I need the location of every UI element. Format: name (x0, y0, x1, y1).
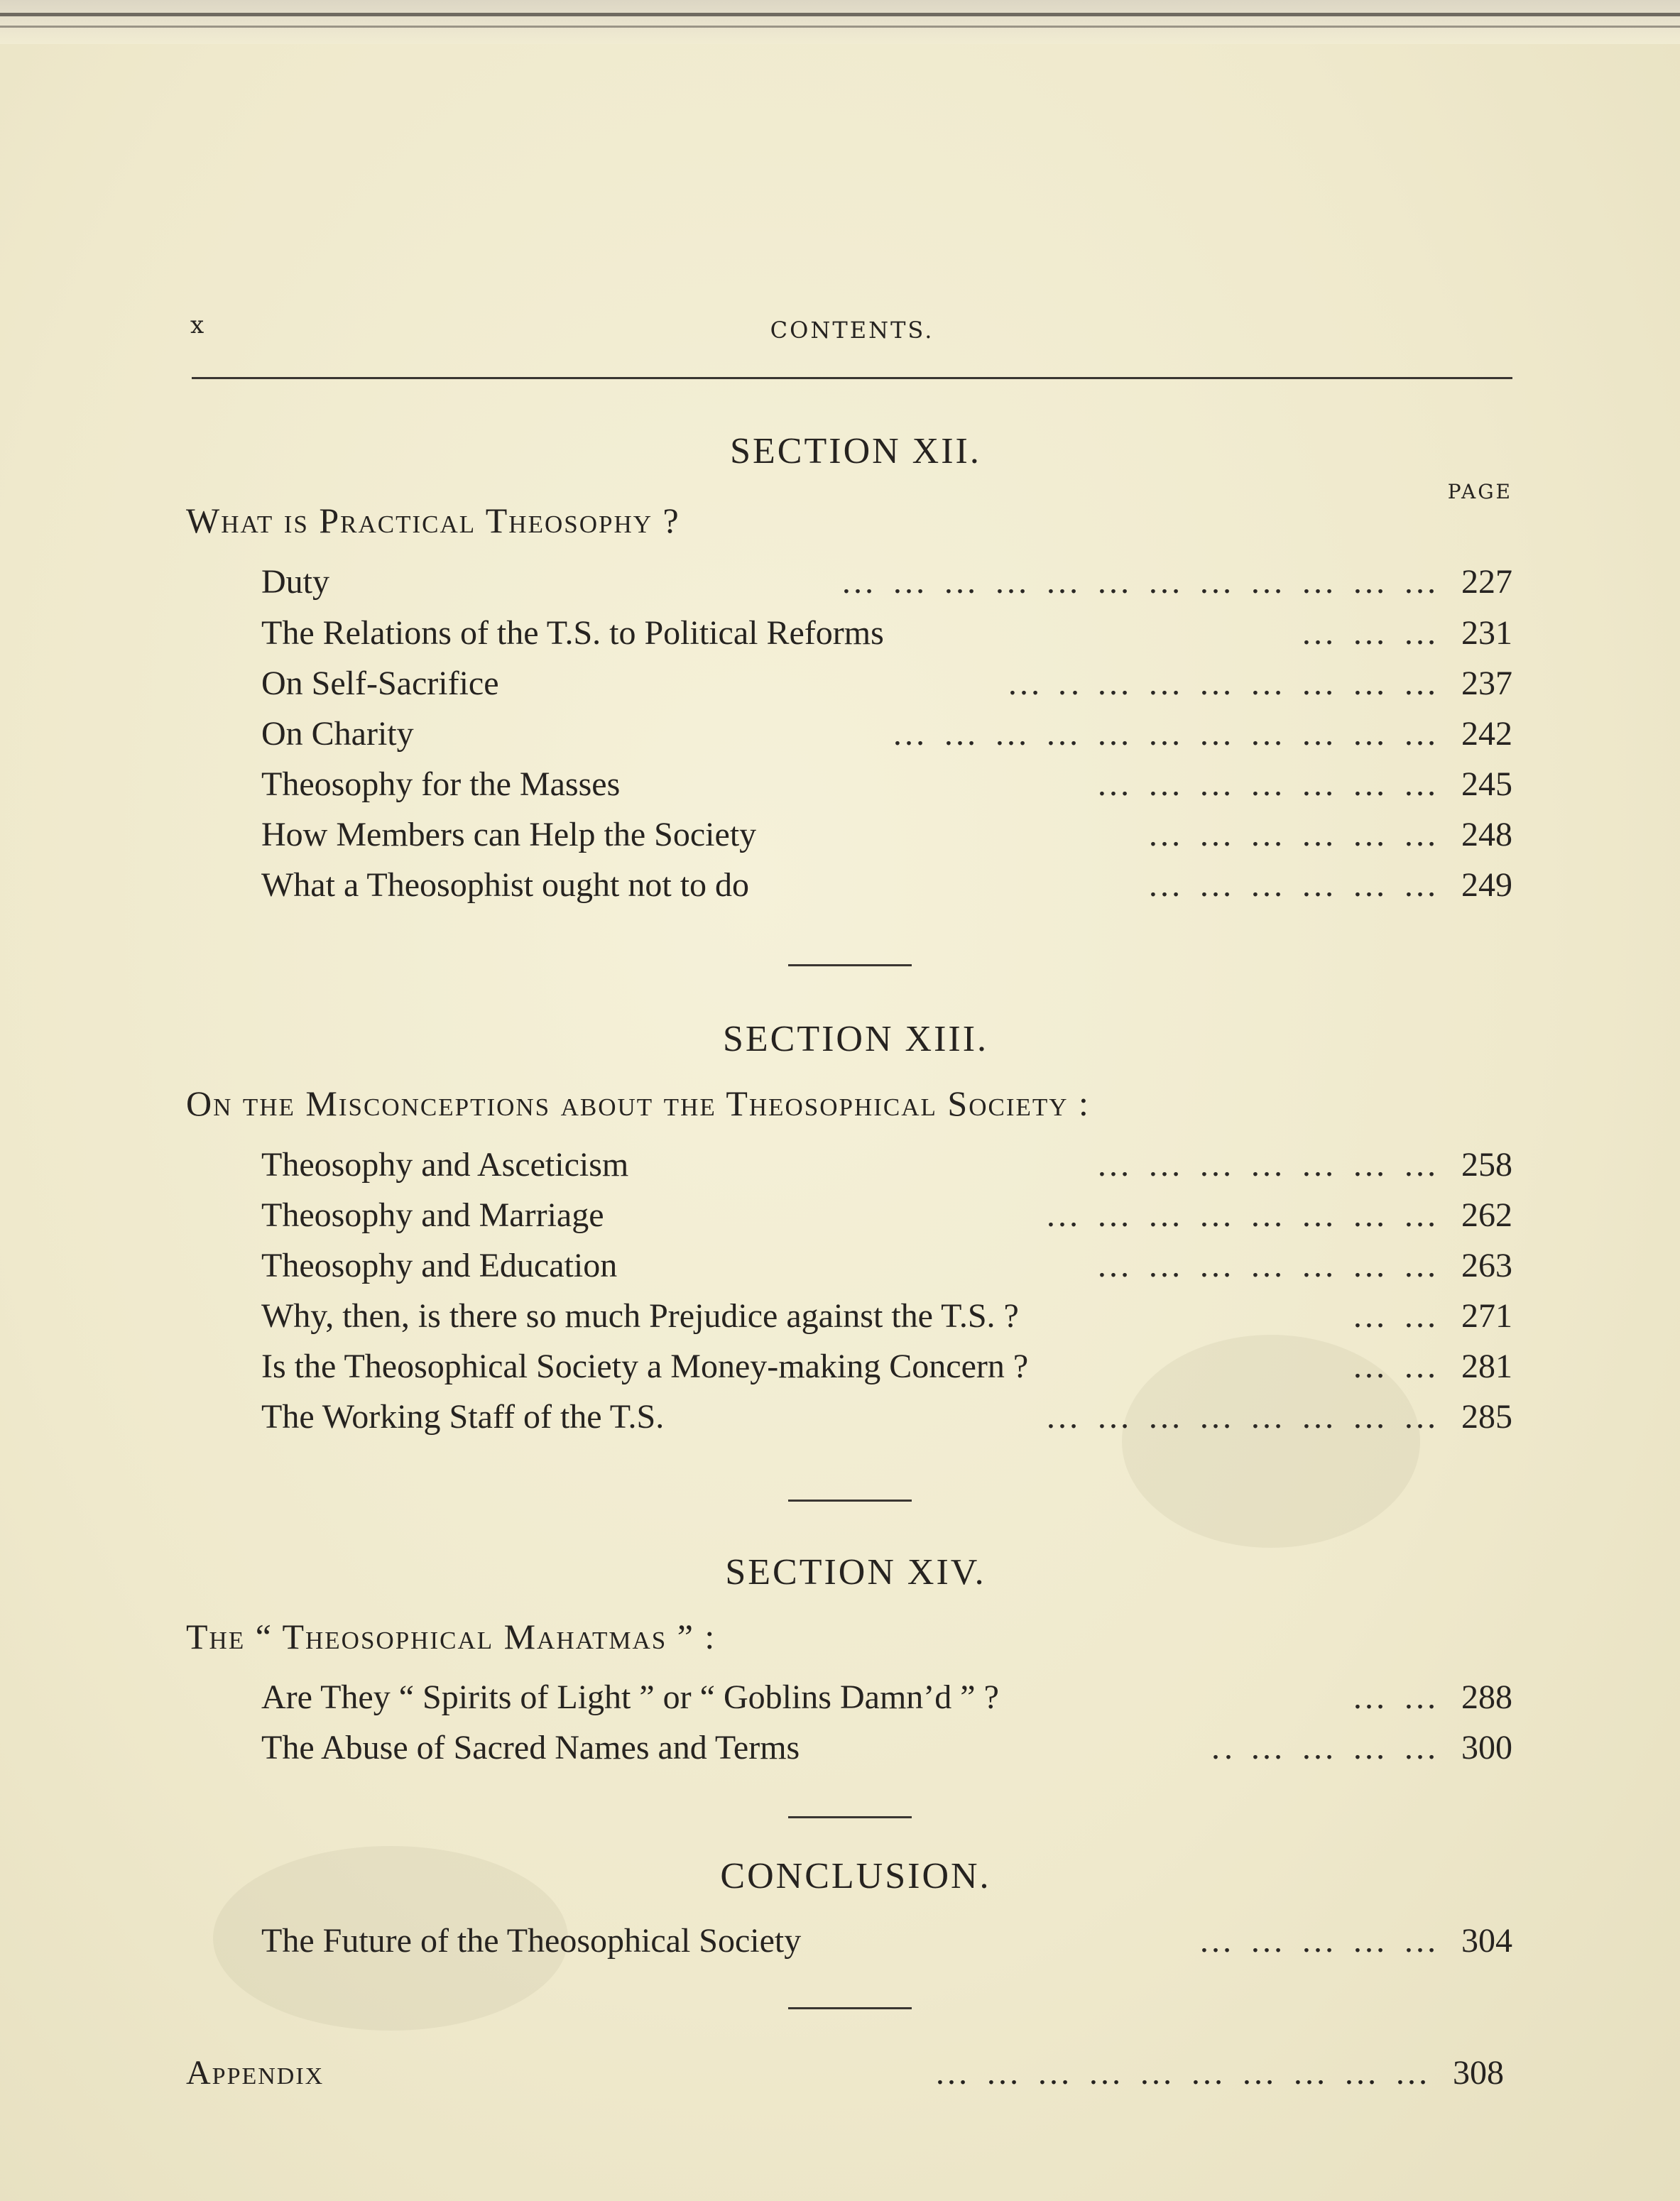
section-divider (788, 1816, 912, 1818)
entry-page: 281 (1461, 1348, 1512, 1385)
entry-title: Are They “ Spirits of Light ” or “ Goblins Damn’d ” ? (261, 1678, 999, 1716)
toc-entry[interactable] (261, 562, 1512, 605)
dot-leader: … … … … … … … (1096, 765, 1441, 803)
section-heading: What is Practical Theosophy ? (186, 501, 680, 540)
page-column-label: PAGE (1447, 480, 1512, 503)
entry-page: 237 (1461, 665, 1512, 702)
entry-page: 249 (1461, 866, 1512, 904)
section-title: SECTION XII. (730, 431, 981, 471)
edge-line (0, 13, 1680, 16)
dot-leader: … … … … … (1199, 1922, 1441, 1960)
header-rule (192, 377, 1512, 379)
dot-leader: … … … … … … … … … … (934, 2054, 1433, 2092)
entry-page: 242 (1461, 715, 1512, 753)
dot-leader: .. … … … … (1211, 1729, 1441, 1766)
toc-entry[interactable] (261, 815, 1512, 858)
section-title: SECTION XIII. (722, 1019, 989, 1059)
entry-title: The Working Staff of the T.S. (261, 1398, 665, 1436)
entry-title: Why, then, is there so much Prejudice against the T.S. ? (261, 1297, 1019, 1335)
section-heading: The “ Theosophical Mahatmas ” : (186, 1617, 716, 1656)
entry-title: What a Theosophist ought not to do (261, 866, 750, 904)
entry-page: 262 (1461, 1196, 1512, 1234)
entry-title: On Charity (261, 715, 414, 753)
dot-leader: … … … … … … … (1096, 1247, 1441, 1284)
appendix-entry[interactable] (186, 2053, 1504, 2096)
entry-page: 245 (1461, 765, 1512, 803)
entry-page: 304 (1461, 1922, 1512, 1960)
toc-entry[interactable] (261, 1196, 1512, 1238)
toc-entry[interactable] (261, 1296, 1512, 1339)
entry-title: Duty (261, 563, 329, 601)
toc-entry[interactable] (261, 1921, 1512, 1964)
appendix-page: 308 (1453, 2054, 1504, 2092)
entry-page: 258 (1461, 1146, 1512, 1184)
entry-title: Theosophy and Asceticism (261, 1146, 629, 1184)
toc-entry[interactable] (261, 1728, 1512, 1771)
dot-leader: … … … … … … … … (1045, 1196, 1441, 1234)
entry-title: Theosophy and Marriage (261, 1196, 604, 1234)
entry-title: The Abuse of Sacred Names and Terms (261, 1729, 800, 1766)
entry-title: Theosophy and Education (261, 1247, 618, 1284)
section-title: CONCLUSION. (720, 1856, 991, 1896)
entry-page: 300 (1461, 1729, 1512, 1766)
entry-title: The Relations of the T.S. to Political Reforms (261, 614, 884, 652)
entry-page: 227 (1461, 563, 1512, 601)
entry-page: 285 (1461, 1398, 1512, 1436)
entry-title: On Self-Sacrifice (261, 665, 499, 702)
dot-leader: … … … … … … … … … … … (892, 715, 1441, 753)
section-heading: On the Misconceptions about the Theosophical Society : (186, 1083, 1090, 1123)
entry-page: 271 (1461, 1297, 1512, 1335)
toc-entry[interactable] (261, 664, 1512, 706)
toc-entry[interactable] (261, 1397, 1512, 1440)
dot-leader: … … … (1301, 614, 1441, 652)
dot-leader: … … (1352, 1297, 1441, 1335)
entry-page: 248 (1461, 816, 1512, 853)
dot-leader: … … … … … … … … (1045, 1398, 1441, 1436)
section-divider (788, 2007, 912, 2009)
toc-entry[interactable] (261, 1145, 1512, 1188)
entry-title: Is the Theosophical Society a Money-making Concern ? (261, 1348, 1029, 1385)
appendix-title: Appendix (186, 2054, 324, 2092)
entry-title: How Members can Help the Society (261, 816, 757, 853)
dot-leader: … .. … … … … … … … (1007, 665, 1441, 702)
toc-entry[interactable] (261, 1246, 1512, 1289)
page-number: x (190, 311, 206, 339)
toc-entry[interactable] (261, 1347, 1512, 1389)
dot-leader: … … … … … … … (1096, 1146, 1441, 1184)
toc-entry[interactable] (261, 765, 1512, 807)
section-divider (788, 1500, 912, 1502)
toc-entry[interactable] (261, 1678, 1512, 1720)
entry-title: The Future of the Theosophical Society (261, 1922, 802, 1960)
running-title: CONTENTS. (770, 317, 934, 344)
dot-leader: … … … … … … (1147, 866, 1441, 904)
toc-entry[interactable] (261, 613, 1512, 656)
scan-top-edge (0, 0, 1680, 44)
entry-title: Theosophy for the Masses (261, 765, 621, 803)
toc-entry[interactable] (261, 714, 1512, 757)
dot-leader: … … (1352, 1678, 1441, 1716)
dot-leader: … … (1352, 1348, 1441, 1385)
entry-page: 263 (1461, 1247, 1512, 1284)
entry-page: 288 (1461, 1678, 1512, 1716)
dot-leader: … … … … … … (1147, 816, 1441, 853)
dot-leader: … … … … … … … … … … … … (841, 563, 1441, 601)
section-divider (788, 964, 912, 966)
entry-page: 231 (1461, 614, 1512, 652)
edge-line (0, 26, 1680, 28)
toc-entry[interactable] (261, 865, 1512, 908)
section-title: SECTION XIV. (725, 1552, 986, 1593)
